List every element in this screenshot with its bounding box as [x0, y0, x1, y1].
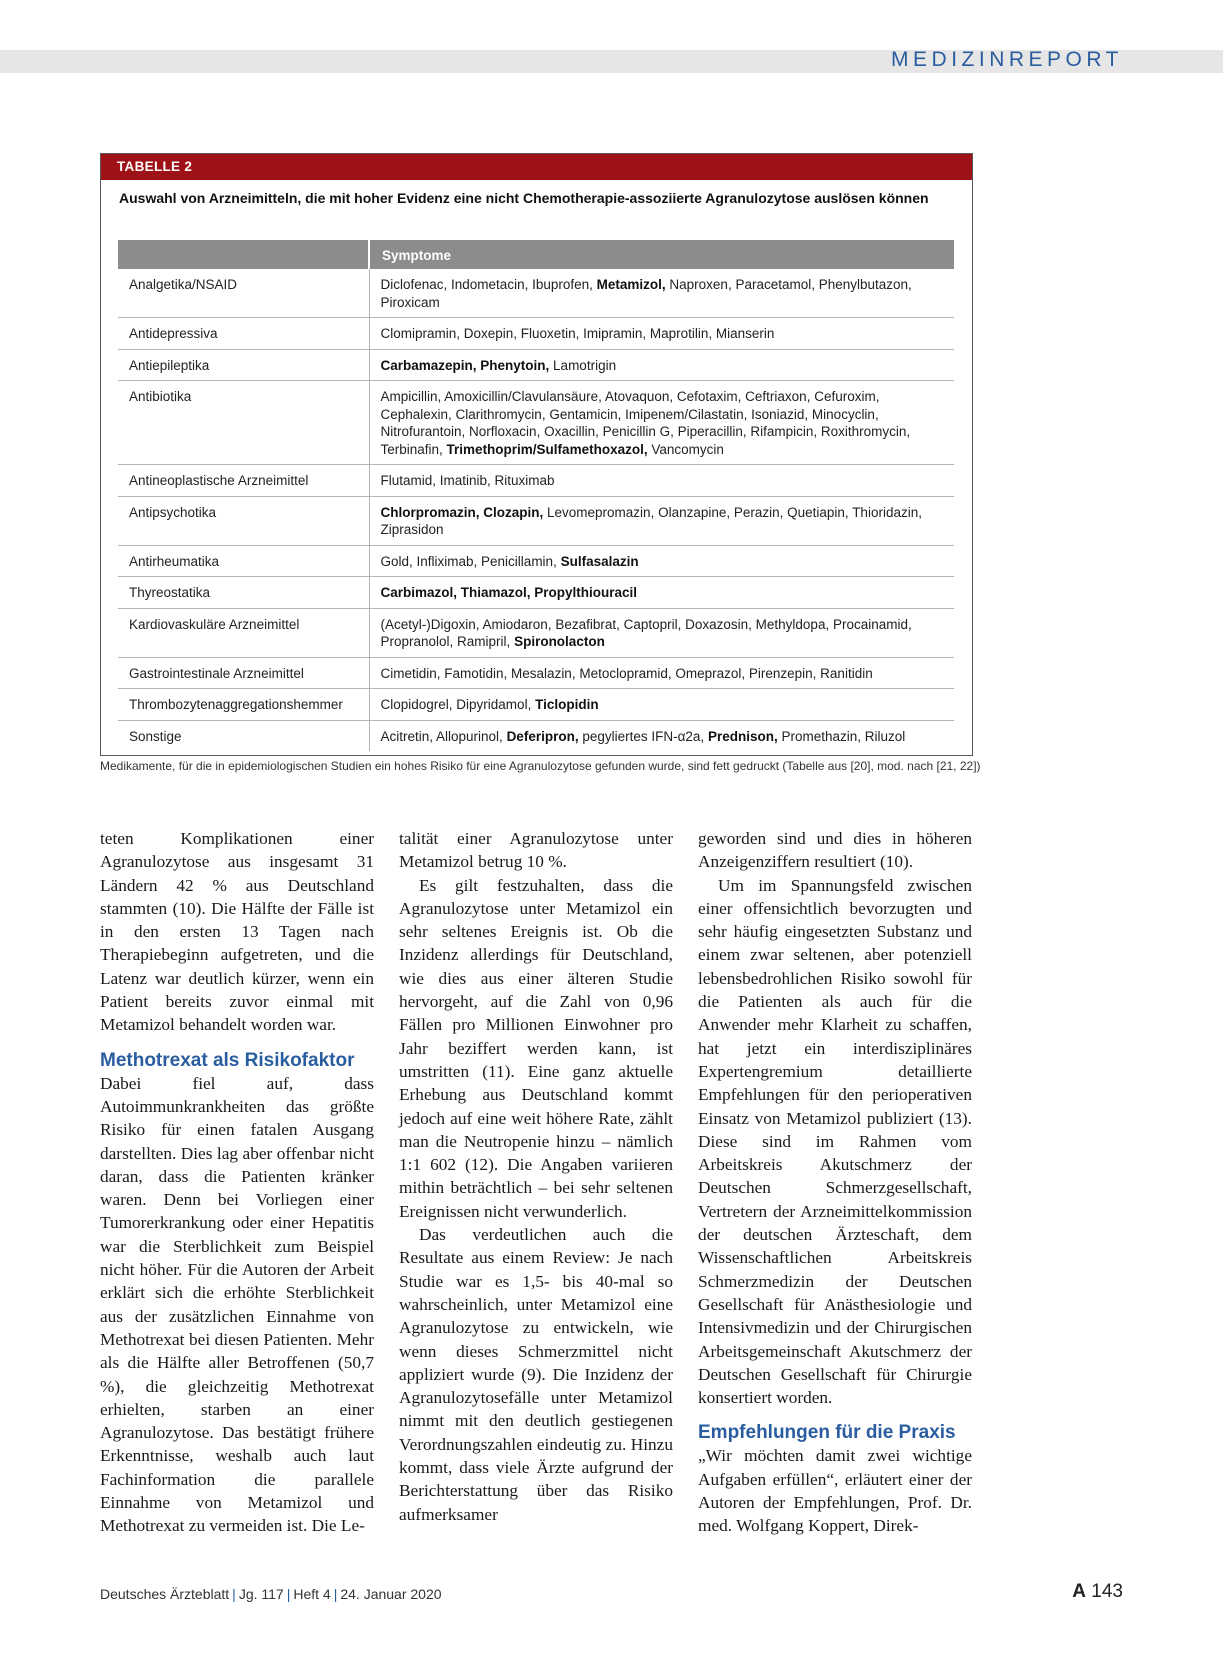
table-row	[118, 720, 954, 751]
table-row	[118, 657, 954, 689]
drug-names: Gold, Infliximab, Penicillamin,	[380, 553, 561, 569]
drug-list	[369, 608, 954, 657]
drug-category: Antiepileptika	[118, 349, 369, 381]
table-header-row	[118, 240, 954, 269]
paragraph: teten Komplikationen einer Agranulozytose aus insgesamt 31 Ländern 42 % aus Deutschland stammten (10). Die Hälfte der Fälle ist in den ersten 13 Tagen nach Therapiebeginn aufgetreten, und die Latenz war deutlich kürzer, wenn ein Patient bereits zuvor einmal mit Metamizol behandelt worden war.	[100, 829, 374, 1035]
drug-list	[369, 318, 954, 350]
table-row	[118, 318, 954, 350]
drug-category: Antirheumatika	[118, 545, 369, 577]
drug-list	[369, 465, 954, 497]
text-column-3	[698, 827, 972, 1538]
drug-category: Analgetika/NSAID	[118, 269, 369, 318]
paragraph: „Wir möchten damit zwei wichtige Aufgaben erfüllen“, erläutert einer der Autoren der Empfehlungen, Prof. Dr. med. Wolfgang Koppert, Direk-	[698, 1446, 972, 1536]
table-row	[118, 608, 954, 657]
drug-names: Vancomycin	[647, 441, 724, 457]
paragraph: geworden sind und dies in höheren Anzeigenziffern resultiert (10).	[698, 829, 972, 872]
paragraph: Dabei fiel auf, dass Autoimmunkrankheiten das größte Risiko für einen fatalen Ausgang darstellten. Dies lag aber offenbar nicht daran, dass die Patienten kränker waren. Denn bei Vorliegen einer Tumorerkrankung oder einer Hepatitis war die Sterblichkeit zum Beispiel nicht höher. Für die Autoren der Arbeit erklärt sich die erhöhte Sterblichkeit aus der zusätzlichen Einnahme von Methotrexat bei diesen Patienten. Mehr als die Hälfte aller Betroffenen (50,7 %), die gleichzeitig Methotrexat erhielten, starben an einer Agranulozytose. Das bestätigt frühere Erkenntnisse, weshalb auch laut Fachinformation die parallele Einnahme von Metamizol und Methotrexat zu vermeiden ist. Die Le-	[100, 1073, 374, 1536]
paragraph: Um im Spannungsfeld zwischen einer offensichtlich bevorzugten und sehr häufig eingesetzten Substanz und einem zwar seltenen, aber potenziell lebensbedrohlichen Risiko sowohl für die Patienten als auch für die Anwender mehr Klarheit zu schaffen, hat jetzt ein interdisziplinäres Expertengremium detaillierte Empfehlungen für den perioperativen Einsatz von Metamizol publiziert (13). Diese sind im Rahmen vom Arbeitskreis Akutschmerz der Deutschen Schmerzgesellschaft, Vertretern der Arzneimittelkommission der deutschen Ärzteschaft, dem Wissenschaftlichen Arbeitskreis Schmerzmedizin der Deutschen Gesellschaft für Anästhesiologie und Intensivmedizin und der Chirurgischen Arbeitsgemeinschaft Akutschmerz der Deutschen Gesellschaft für Chirurgie konsertiert worden.	[698, 875, 972, 1408]
section-heading: Methotrexat als Risikofaktor	[100, 1049, 355, 1071]
drug-names: pegyliertes IFN-α2a,	[578, 728, 708, 744]
drug-list	[369, 349, 954, 381]
high-risk-drugs: Spironolacton	[514, 634, 605, 649]
journal-date: 24. Januar 2020	[340, 1586, 442, 1602]
drug-category: Antidepressiva	[118, 318, 369, 350]
table-row	[118, 269, 954, 318]
table-row	[118, 689, 954, 721]
drug-category: Antipsychotika	[118, 496, 369, 545]
table-label: TABELLE 2	[101, 154, 972, 180]
drug-table-box	[100, 153, 973, 756]
high-risk-drugs: Carbamazepin, Phenytoin,	[380, 357, 550, 373]
table-row	[118, 577, 954, 609]
journal-volume: Jg. 117	[238, 1586, 284, 1602]
high-risk-drugs: Metamizol,	[596, 277, 666, 292]
drug-category: Kardiovaskuläre Arzneimittel	[118, 608, 369, 657]
drug-category: Antineoplastische Arzneimittel	[118, 465, 369, 497]
text-column-1	[100, 827, 374, 1538]
drug-list	[369, 545, 954, 577]
table-row	[118, 381, 954, 465]
drug-names: Lamotrigin	[549, 357, 617, 373]
table-row	[118, 349, 954, 381]
paragraph: Es gilt festzuhalten, dass die Agranulozytose unter Metamizol ein sehr seltenes Ereignis ist. Ob die Inzidenz allerdings für Deutschland, wie dies aus einer älteren Studie hervorgeht, auf die Zahl von 0,96 Fällen pro Millionen Einwohner pro Jahr beziffert werden kann, ist umstritten (11). Eine ganz aktuelle Erhebung aus Deutschland kommt jedoch auf eine weit höhere Rate, zählt man die Neutropenie hinzu – nämlich 1:1 602 (12). Die Angaben variieren mithin beträchtlich – bei sehr seltenen Ereignissen nicht verwunderlich.	[399, 875, 673, 1221]
drug-category: Gastrointestinale Arzneimittel	[118, 657, 369, 689]
high-risk-drugs: Sulfasalazin	[560, 553, 639, 569]
page-number	[1072, 1581, 1123, 1603]
section-label: MEDIZINREPORT	[891, 48, 1123, 71]
drug-names: Diclofenac, Indometacin, Ibuprofen,	[380, 277, 597, 292]
paragraph: talität einer Agranulozytose unter Metamizol betrug 10 %.	[399, 829, 673, 872]
journal-name: Deutsches Ärzteblatt	[100, 1586, 230, 1602]
drug-category: Thrombozytenaggregationshemmer	[118, 689, 369, 721]
separator: |	[286, 1586, 291, 1602]
drug-category: Thyreostatika	[118, 577, 369, 609]
drug-list	[369, 689, 954, 721]
drug-table	[118, 240, 954, 751]
table-row	[118, 545, 954, 577]
high-risk-drugs: Deferipron,	[506, 728, 579, 744]
page-prefix: A	[1072, 1581, 1087, 1602]
column-header-category	[118, 240, 369, 269]
drug-list	[369, 496, 954, 545]
journal-issue: Heft 4	[293, 1586, 331, 1602]
text-column-2	[399, 827, 673, 1526]
page-number-value: 143	[1091, 1581, 1123, 1602]
drug-names: Ampicillin, Amoxicillin/Clavulansäure, Atovaquon, Cefotaxim, Ceftriaxon, Cefuroxim, Cephalexin, Clarithromycin, Gentamicin, Imipenem/Cilastatin, Isoniazid, Minocyclin, Nitrofurantoin, Norfloxacin, Oxacillin, Penicillin G, Piperacillin, Rifampicin, Roxithromycin, Terbinafin,	[380, 389, 911, 457]
drug-names: Cimetidin, Famotidin, Mesalazin, Metoclopramid, Omeprazol, Pirenzepin, Ranitidin	[380, 665, 873, 681]
drug-category: Sonstige	[118, 720, 369, 751]
separator: |	[232, 1586, 236, 1602]
column-header-symptome: Symptome	[369, 240, 954, 269]
separator: |	[333, 1586, 338, 1602]
high-risk-drugs: Carbimazol, Thiamazol, Propylthiouracil	[380, 585, 638, 600]
drug-category: Antibiotika	[118, 381, 369, 465]
high-risk-drugs: Trimethoprim/Sulfamethoxazol,	[446, 441, 648, 457]
table-row	[118, 496, 954, 545]
table-title: Auswahl von Arzneimitteln, die mit hoher Evidenz eine nicht Chemotherapie-assoziierte Agranulozytose auslösen können	[119, 190, 929, 206]
drug-list	[369, 269, 954, 318]
drug-names: Acitretin, Allopurinol,	[380, 728, 507, 744]
high-risk-drugs: Prednison,	[707, 728, 778, 744]
high-risk-drugs: Chlorpromazin, Clozapin,	[380, 504, 544, 520]
drug-names: Levomepromazin, Olanzapine, Perazin, Quetiapin, Thioridazin, Ziprasidon	[380, 504, 922, 537]
drug-names: Naproxen, Paracetamol, Phenylbutazon, Piroxicam	[380, 277, 912, 310]
drug-list	[369, 577, 954, 609]
drug-list	[369, 720, 954, 751]
drug-names: Flutamid, Imatinib, Rituximab	[380, 473, 555, 488]
section-heading: Empfehlungen für die Praxis	[698, 1422, 956, 1444]
drug-names: Promethazin, Riluzol	[777, 728, 906, 744]
page-footer	[100, 1586, 442, 1602]
high-risk-drugs: Ticlopidin	[535, 697, 599, 712]
paragraph: Das verdeutlichen auch die Resultate aus einem Review: Je nach Studie war es 1,5- bis 40-mal so wahrscheinlich, unter Metamizol eine Agranulozytose zu entwickeln, wie wenn dieses Schmerzmittel nicht appliziert wurde (9). Die Inzidenz der Agranulozytosefälle unter Metamizol nimmt mit den deutlich gestiegenen Verordnungszahlen eindeutig zu. Hinzu kommt, dass viele Ärzte aufgrund der Berichterstattung über das Risiko aufmerksamer	[399, 1225, 673, 1524]
table-row	[118, 465, 954, 497]
table-body	[118, 269, 954, 751]
drug-names: (Acetyl-)Digoxin, Amiodaron, Bezafibrat, Captopril, Doxazosin, Methyldopa, Procainamid, Propranolol, Ramipril,	[380, 616, 912, 649]
drug-names: Clomipramin, Doxepin, Fluoxetin, Imipramin, Maprotilin, Mianserin	[380, 326, 775, 341]
drug-list	[369, 381, 954, 465]
drug-list	[369, 657, 954, 689]
drug-names: Clopidogrel, Dipyridamol,	[380, 697, 536, 712]
table-caption: Medikamente, für die in epidemiologischen Studien ein hohes Risiko für eine Agranulozytose gefunden wurde, sind fett gedruckt (Tabelle aus [20], mod. nach [21, 22])	[100, 759, 981, 773]
